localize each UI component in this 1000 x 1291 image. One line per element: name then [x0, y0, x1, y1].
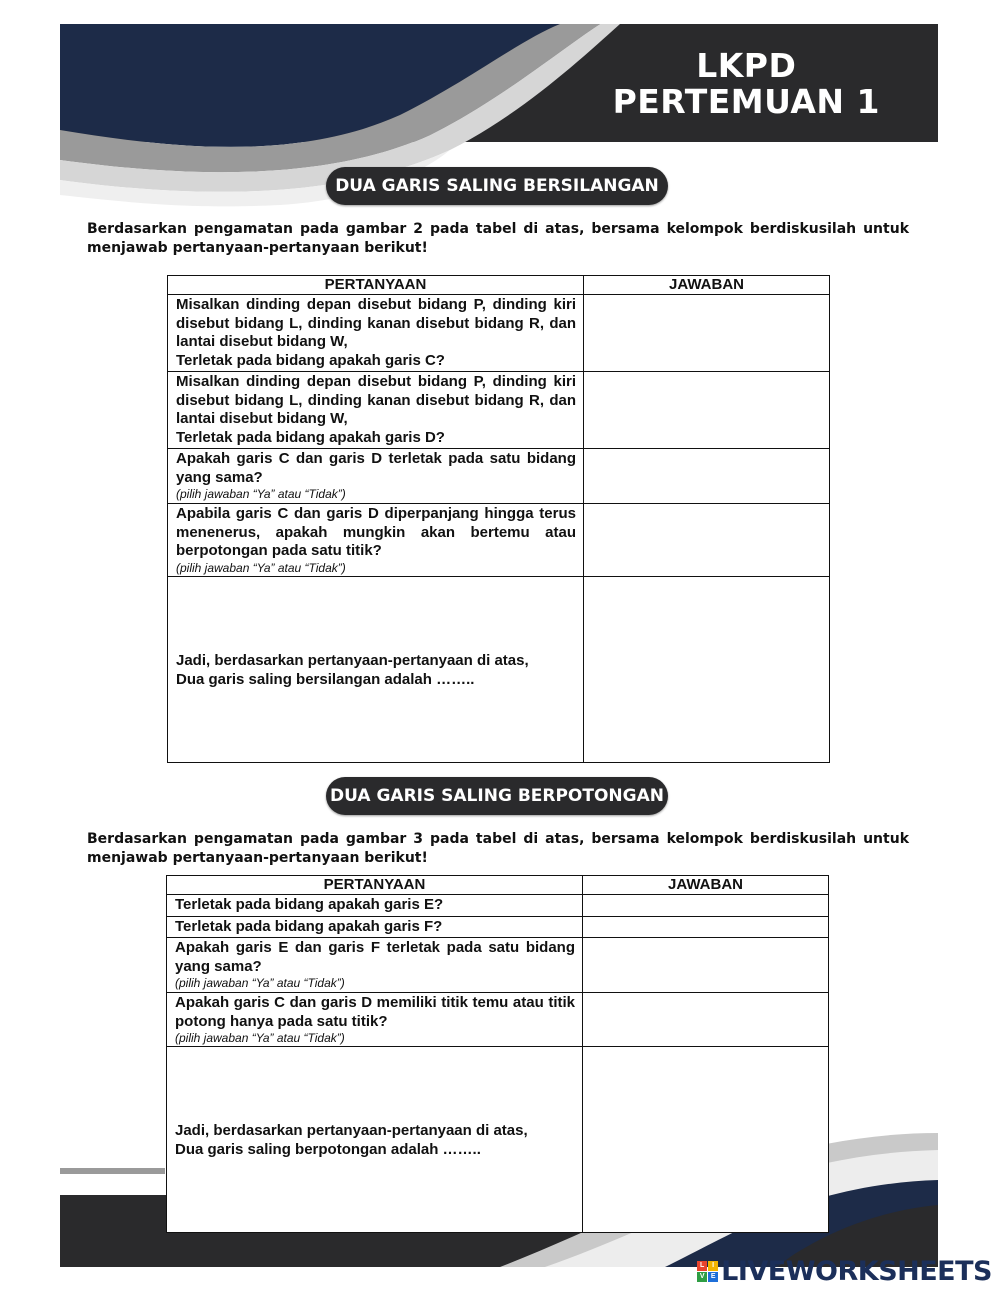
question-hint: (pilih jawaban “Ya” atau “Tidak”): [175, 1031, 345, 1045]
question-text: Apabila garis C dan garis D diperpanjang hingga terus menenerus, apakah mungkin akan bertemu atau berpotongan pada satu titik?: [176, 505, 576, 559]
question-hint: (pilih jawaban “Ya” atau “Tidak”): [176, 560, 346, 575]
answer-cell[interactable]: [583, 916, 829, 938]
conclusion-text: Dua garis saling bersilangan adalah ……..: [176, 670, 475, 688]
question-hint: (pilih jawaban “Ya” atau “Tidak”): [176, 487, 346, 501]
conclusion-text: Jadi, berdasarkan pertanyaan-pertanyaan di atas,: [175, 1121, 528, 1139]
page-title: [613, 48, 880, 120]
table-row: [167, 1047, 829, 1233]
answer-cell[interactable]: [584, 504, 830, 577]
question-cell: [167, 938, 583, 993]
section2-col-answer: JAWABAN: [583, 876, 829, 895]
question-text: Apakah garis C dan garis D memiliki titik temu atau titik potong hanya pada satu titik?: [175, 994, 575, 1030]
section2-col-question: PERTANYAAN: [167, 876, 583, 895]
question-text: Apakah garis E dan garis F terletak pada satu bidang yang sama?: [175, 939, 575, 975]
question-text: Apakah garis C dan garis D terletak pada satu bidang yang sama?: [176, 450, 576, 486]
question-cell: [167, 993, 583, 1047]
section2-instruction: Berdasarkan pengamatan pada gambar 3 pada tabel di atas, bersama kelompok berdiskusilah untuk menjawab pertanyaan-pertanyaan berikut!: [87, 831, 909, 866]
conclusion-cell: [167, 1047, 583, 1233]
conclusion-cell: [168, 577, 584, 763]
table-row: [167, 916, 829, 938]
title-line-lkpd: LKPD: [696, 46, 797, 85]
answer-cell[interactable]: [583, 938, 829, 993]
question-cell: [168, 295, 584, 372]
question-hint: (pilih jawaban “Ya” atau “Tidak”): [175, 976, 345, 990]
section1-col-question: PERTANYAAN: [168, 276, 584, 295]
question-text: Misalkan dinding depan disebut bidang P, dinding kiri disebut bidang L, dinding kanan disebut bidang R, dan lantai disebut bidang W,: [176, 296, 576, 350]
table-row: [167, 938, 829, 993]
question-text: Terletak pada bidang apakah garis C?: [176, 351, 445, 369]
section1-col-answer: JAWABAN: [584, 276, 830, 295]
conclusion-text: Dua garis saling berpotongan adalah ……..: [175, 1140, 481, 1158]
question-cell: Terletak pada bidang apakah garis F?: [167, 916, 583, 938]
answer-cell[interactable]: [583, 1047, 829, 1233]
section2-table: [166, 875, 829, 1233]
title-line-pertemuan: PERTEMUAN 1: [612, 82, 880, 121]
answer-cell[interactable]: [583, 895, 829, 917]
section2-title: DUA GARIS SALING BERPOTONGAN: [326, 777, 668, 815]
question-cell: [168, 372, 584, 449]
table-row: [168, 577, 830, 763]
question-text: Terletak pada bidang apakah garis D?: [176, 428, 445, 446]
liveworksheets-icon: L I V E: [697, 1261, 718, 1282]
brand-name: LIVEWORKSHEETS: [721, 1255, 992, 1287]
table-row: [168, 504, 830, 577]
answer-cell[interactable]: [583, 993, 829, 1047]
table-row: [168, 372, 830, 449]
table-row: [168, 295, 830, 372]
answer-cell[interactable]: [584, 372, 830, 449]
question-text: Misalkan dinding depan disebut bidang P, dinding kiri disebut bidang L, dinding kanan disebut bidang R, dan lantai disebut bidang W,: [176, 373, 576, 427]
answer-cell[interactable]: [584, 449, 830, 504]
section1-title: DUA GARIS SALING BERSILANGAN: [326, 167, 668, 205]
section1-table: [167, 275, 830, 763]
table-row: [168, 449, 830, 504]
section1-instruction: Berdasarkan pengamatan pada gambar 2 pada tabel di atas, bersama kelompok berdiskusilah untuk menjawab pertanyaan-pertanyaan berikut!: [87, 221, 909, 256]
table-row: [167, 993, 829, 1047]
answer-cell[interactable]: [584, 295, 830, 372]
table-row: [167, 895, 829, 917]
liveworksheets-logo[interactable]: [697, 1254, 992, 1288]
question-cell: [168, 449, 584, 504]
question-cell: [168, 504, 584, 577]
question-cell: Terletak pada bidang apakah garis E?: [167, 895, 583, 917]
answer-cell[interactable]: [584, 577, 830, 763]
conclusion-text: Jadi, berdasarkan pertanyaan-pertanyaan di atas,: [176, 651, 529, 669]
